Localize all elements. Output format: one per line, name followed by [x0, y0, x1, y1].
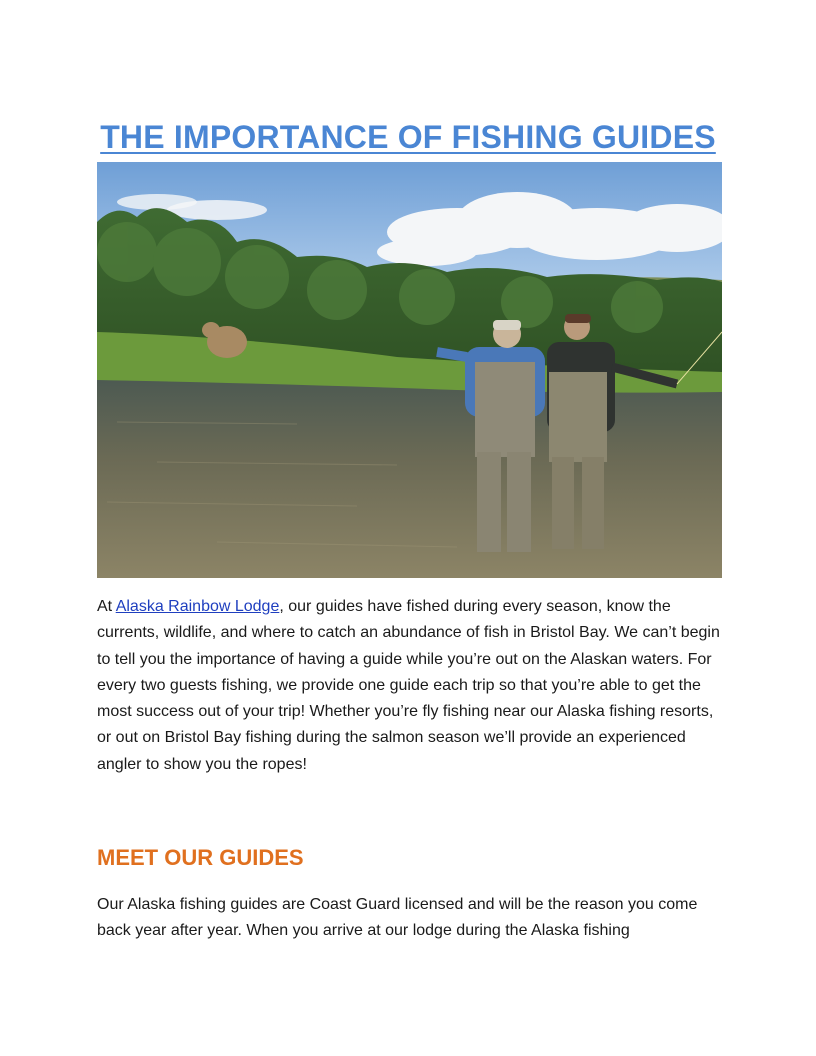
alaska-rainbow-lodge-link[interactable]: Alaska Rainbow Lodge: [115, 598, 280, 615]
page-title-text: THE IMPORTANCE OF FISHING GUIDES: [100, 119, 716, 156]
page-title: [0, 119, 816, 156]
intro-body: , our guides have fished during every season, know the currents, wildlife, and where to catch an abundance of fish in Bristol Bay. We can’t begin to tell you the importance of having a guide while you’re out on the Alaskan waters. For every two guests fishing, we provide one guide each trip so that you’re able to get the most success out of your trip! Whether you’re fly fishing near our Alaska fishing resorts, or out on Bristol Bay fishing during the salmon season we’ll provide an experienced angler to show you the ropes!: [97, 598, 720, 773]
intro-paragraph: [97, 594, 722, 778]
section-heading-meet-our-guides: MEET OUR GUIDES: [97, 845, 304, 870]
section-body-paragraph: Our Alaska fishing guides are Coast Guard licensed and will be the reason you come back year after year. When you arrive at our lodge during the Alaska fishing: [97, 896, 698, 940]
intro-prefix: At: [97, 598, 116, 615]
fishing-photo: [97, 162, 722, 578]
